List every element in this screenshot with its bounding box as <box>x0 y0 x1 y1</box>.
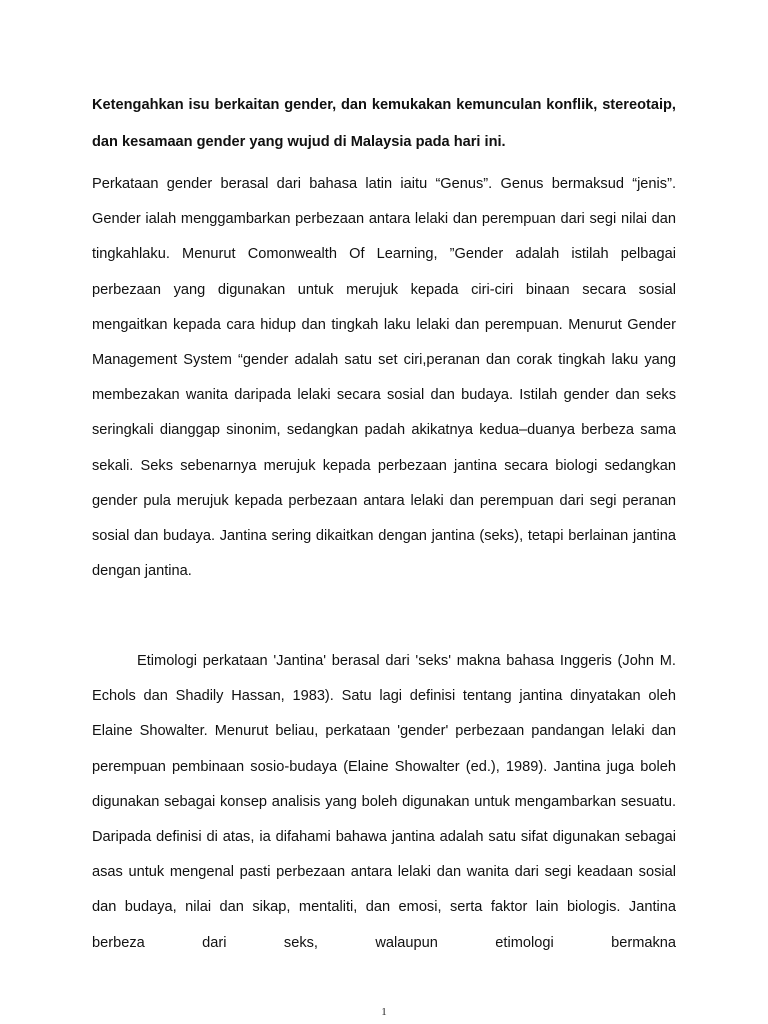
paragraph-etymology: Etimologi perkataan 'Jantina' berasal dari 'seks' makna bahasa Inggeris (John M. Echols dan Shadily Hassan, 1983). Satu lagi definisi tentang jantina dinyatakan oleh Elaine Showalter. Menurut beliau, perkataan 'gender' perbezaan pandangan lelaki dan perempuan pembinaan sosio-budaya (Elaine Showalter (ed.), 1989). Jantina juga boleh digunakan sebagai konsep analisis yang boleh digunakan untuk mengambarkan sesuatu. Daripada definisi di atas, ia difahami bahawa jantina adalah satu sifat digunakan sebagai asas untuk mengenal pasti perbezaan antara lelaki dan wanita dari segi keadaan sosial dan budaya, nilai dan sikap, mentaliti, dan emosi, serta faktor lain biologis. Jantina berbeza dari seks, walaupun etimologi bermakna <box>92 653 676 951</box>
document-heading: Ketengahkan isu berkaitan gender, dan kemukakan kemunculan konflik, stereotaip, dan kesamaan gender yang wujud di Malaysia pada hari ini. <box>92 97 676 150</box>
paragraph-gender-definition: Perkataan gender berasal dari bahasa latin iaitu “Genus”. Genus bermaksud “jenis”. Gender ialah menggambarkan perbezaan antara lelaki dan perempuan dari segi nilai dan tingkahlaku. Menurut Comonwealth Of Learning, ”Gender adalah istilah pelbagai perbezaan yang digunakan untuk merujuk kepada ciri-ciri binaan secara sosial mengaitkan kepada cara hidup dan tingkah laku lelaki dan perempuan. Menurut Gender Management System “gender adalah satu set ciri,peranan dan corak tingkah laku yang membezakan wanita daripada lelaki secara sosial dan budaya. Istilah gender dan seks seringkali dianggap sinonim, sedangkan padah akikatnya kedua–duanya berbeza sama sekali. Seks sebenarnya merujuk kepada perbezaan jantina secara biologi sedangkan gender pula merujuk kepada perbezaan antara lelaki dan perempuan dari segi peranan sosial dan budaya. Jantina sering dikaitkan dengan jantina (seks), tetapi berlainan jantina dengan jantina. <box>92 176 676 580</box>
page-number: 1 <box>381 1006 387 1018</box>
